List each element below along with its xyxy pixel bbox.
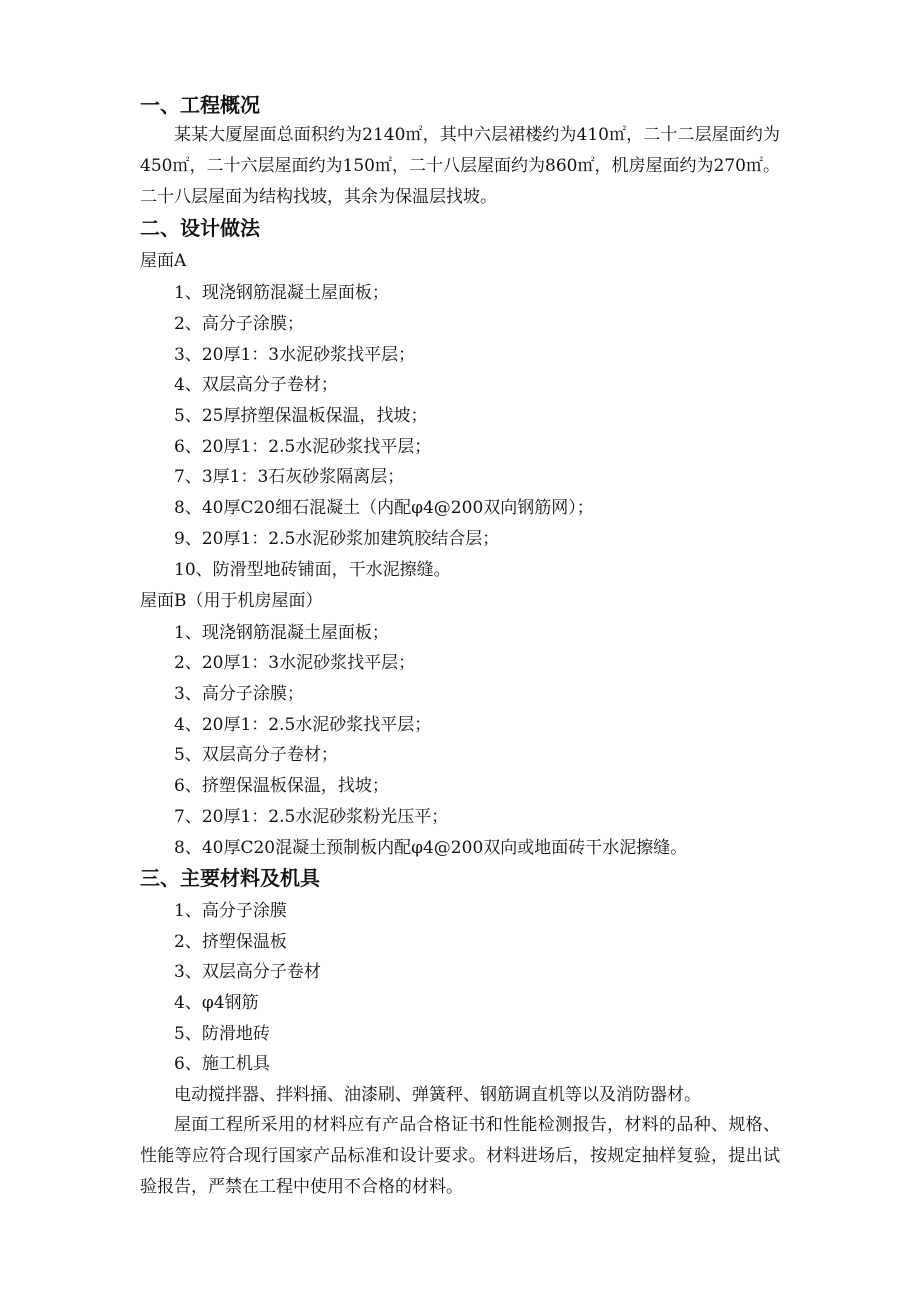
- section-1-title: 一、工程概况: [140, 93, 260, 117]
- roof-b-item: 4、20厚1：2.5水泥砂浆找平层；: [174, 715, 432, 735]
- roof-b-item: 3、高分子涂膜；: [174, 684, 304, 704]
- section-3-paragraph: 屋面工程所采用的材料应有产品合格证书和性能检测报告，材料的品种、规格、性能等应符合现行国家产品标准和设计要求。材料进场后，按规定抽样复验，提出试验报告，严禁在工程中使用不合格的材料。: [140, 1115, 780, 1197]
- equipment-list: 电动搅拌器、拌料捅、油漆刷、弹簧秤、钢筋调直机等以及消防器材。: [174, 1085, 701, 1105]
- roof-b-item: 6、挤塑保温板保温，找坡；: [174, 776, 389, 796]
- section-2-title: 二、设计做法: [140, 216, 260, 240]
- roof-a-item: 1、现浇钢筋混凝土屋面板；: [174, 283, 389, 303]
- roof-b-item: 5、双层高分子卷材；: [174, 745, 338, 765]
- roof-b-item: 8、40厚C20混凝土预制板内配φ4@200双向或地面砖干水泥擦缝。: [174, 838, 688, 858]
- roof-a-item: 5、25厚挤塑保温板保温，找坡；: [174, 406, 428, 426]
- section-1-paragraph: 某某大厦屋面总面积约为2140㎡，其中六层裙楼约为410㎡，二十二层屋面约为450㎡，二十六层屋面约为150㎡，二十八层屋面约为860㎡，机房屋面约为270㎡。二十八层屋面为结构找坡，其余为保温层找坡。: [140, 125, 780, 207]
- material-item: 6、施工机具: [174, 1054, 270, 1074]
- roof-a-item: 9、20厚1：2.5水泥砂浆加建筑胶结合层；: [174, 529, 500, 549]
- roof-a-item: 7、3厚1：3石灰砂浆隔离层；: [174, 467, 405, 487]
- roof-a-item: 10、防滑型地砖铺面，干水泥擦缝。: [174, 560, 451, 580]
- roof-b-item: 7、20厚1：2.5水泥砂浆粉光压平；: [174, 807, 449, 827]
- roof-a-item: 2、高分子涂膜；: [174, 314, 304, 334]
- material-item: 3、双层高分子卷材: [174, 962, 321, 982]
- roof-b-label: 屋面B（用于机房屋面）: [140, 591, 323, 611]
- roof-b-item: 1、现浇钢筋混凝土屋面板；: [174, 623, 389, 643]
- roof-b-item: 2、20厚1：3水泥砂浆找平层；: [174, 653, 416, 673]
- roof-a-item: 6、20厚1：2.5水泥砂浆找平层；: [174, 437, 432, 457]
- roof-a-item: 8、40厚C20细石混凝土（内配φ4@200双向钢筋网）；: [174, 498, 594, 518]
- material-item: 4、φ4钢筋: [174, 993, 259, 1013]
- material-item: 1、高分子涂膜: [174, 901, 287, 921]
- section-3-title: 三、主要材料及机具: [140, 866, 320, 890]
- roof-a-item: 4、双层高分子卷材；: [174, 375, 338, 395]
- material-item: 2、挤塑保温板: [174, 932, 287, 952]
- roof-a-item: 3、20厚1：3水泥砂浆找平层；: [174, 345, 416, 365]
- material-item: 5、防滑地砖: [174, 1024, 270, 1044]
- roof-a-label: 屋面A: [140, 251, 187, 271]
